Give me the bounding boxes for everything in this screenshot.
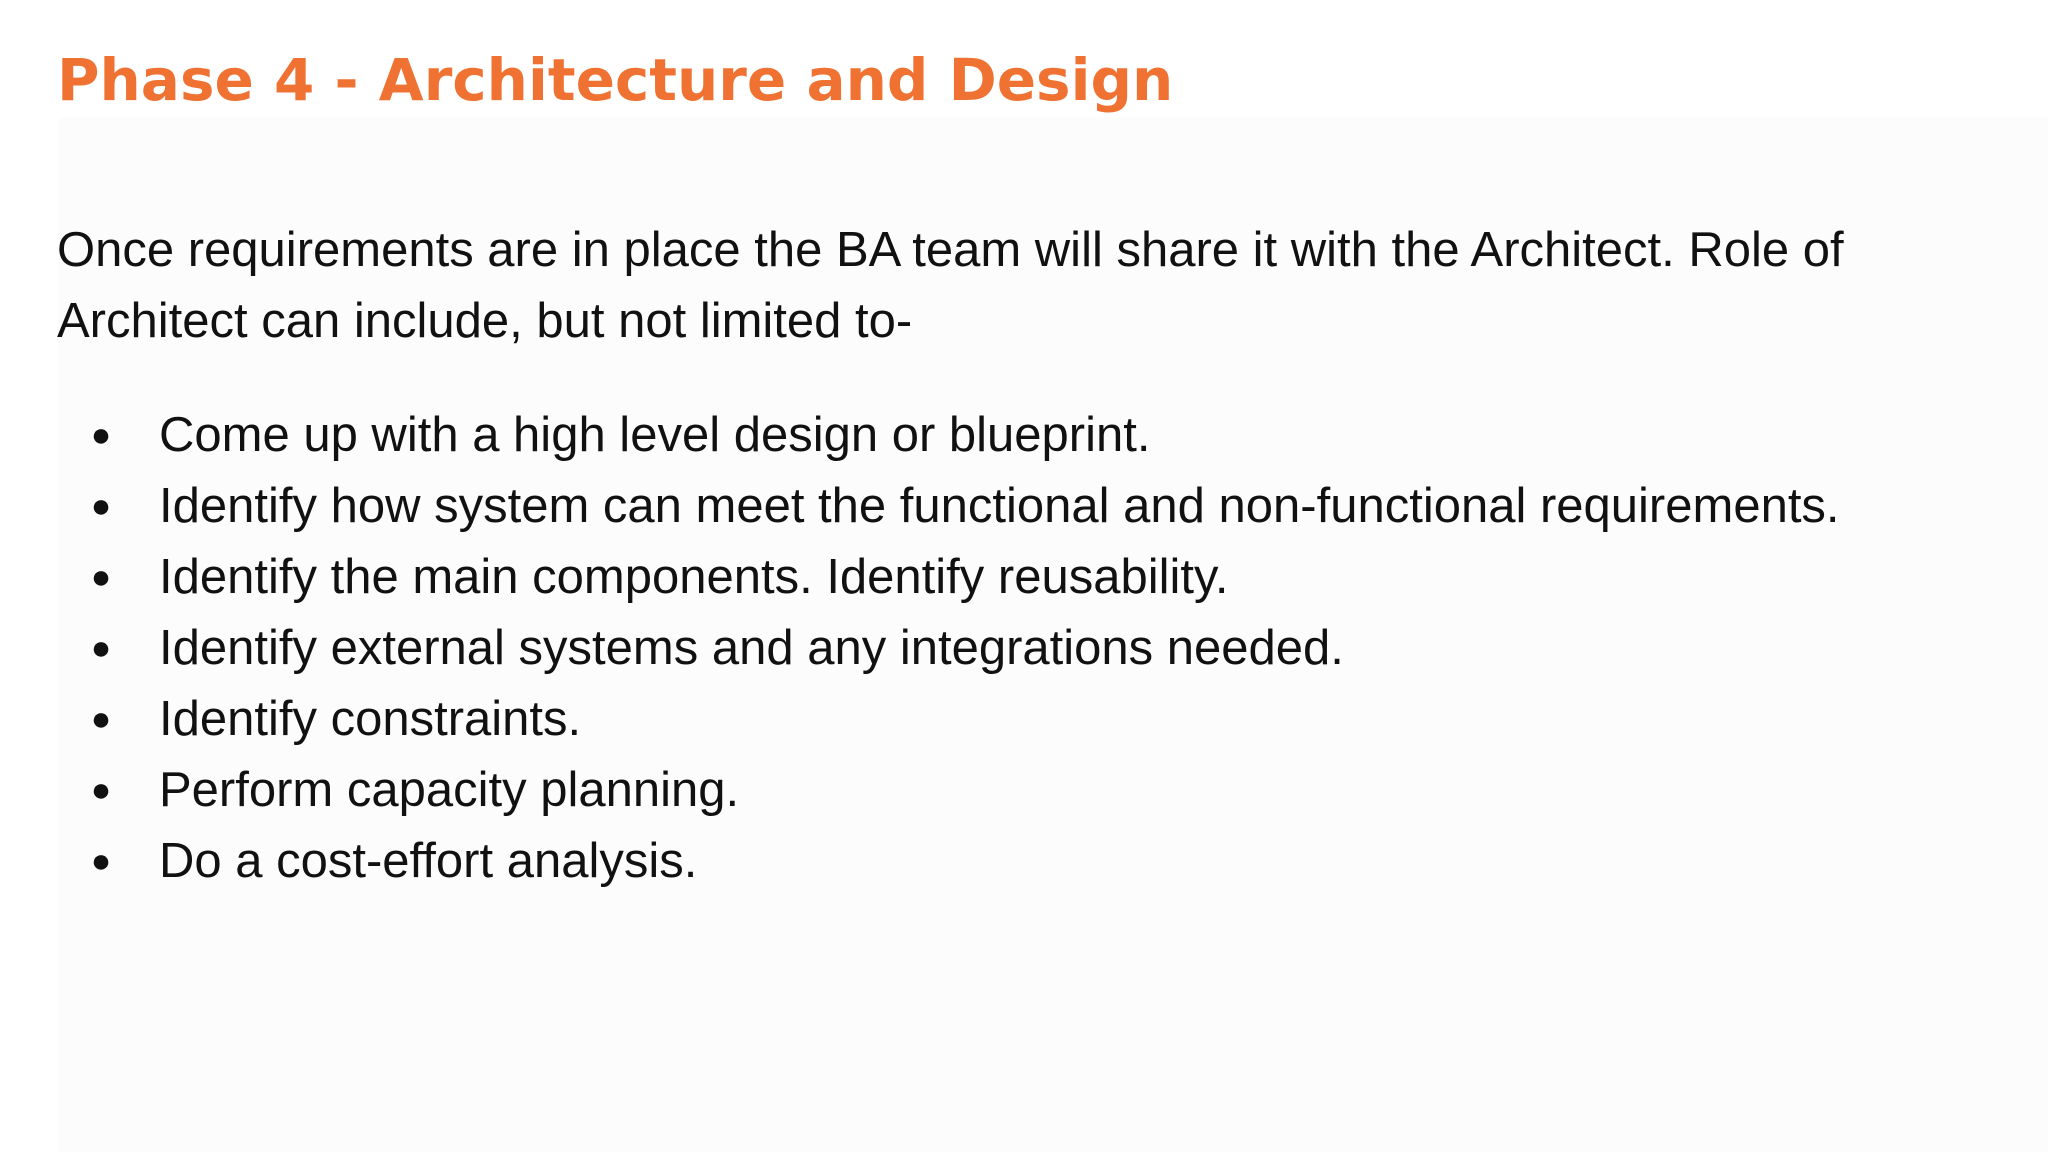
bullet-text: Perform capacity planning. bbox=[159, 763, 740, 817]
bullet-item bbox=[57, 542, 1840, 613]
bullet-dot-icon: ● bbox=[90, 558, 112, 596]
bullet-item bbox=[57, 755, 1840, 826]
bullet-list bbox=[57, 400, 1840, 897]
bullet-dot-icon: ● bbox=[90, 629, 112, 667]
bullet-item bbox=[57, 826, 1840, 897]
bullet-text: Identify constraints. bbox=[159, 692, 582, 746]
bullet-dot-icon: ● bbox=[90, 487, 112, 525]
slide-title: Phase 4 - Architecture and Design bbox=[57, 46, 1174, 114]
bullet-dot-icon: ● bbox=[90, 416, 112, 454]
bullet-text: Come up with a high level design or blueprint. bbox=[159, 408, 1151, 462]
bullet-item bbox=[57, 471, 1840, 542]
bullet-dot-icon: ● bbox=[90, 771, 112, 809]
intro-paragraph: Once requirements are in place the BA team will share it with the Architect. Role of Architect can include, but not limited to- bbox=[57, 223, 1844, 348]
bullet-dot-icon: ● bbox=[90, 700, 112, 738]
bullet-text: Identify the main components. Identify reusability. bbox=[159, 550, 1229, 604]
bullet-text: Identify how system can meet the functional and non-functional requirements. bbox=[159, 479, 1840, 533]
bullet-text: Identify external systems and any integrations needed. bbox=[159, 621, 1344, 675]
bullet-text: Do a cost-effort analysis. bbox=[159, 834, 698, 888]
bullet-item bbox=[57, 613, 1840, 684]
bullet-item bbox=[57, 684, 1840, 755]
bullet-dot-icon: ● bbox=[90, 842, 112, 880]
bullet-item bbox=[57, 400, 1840, 471]
